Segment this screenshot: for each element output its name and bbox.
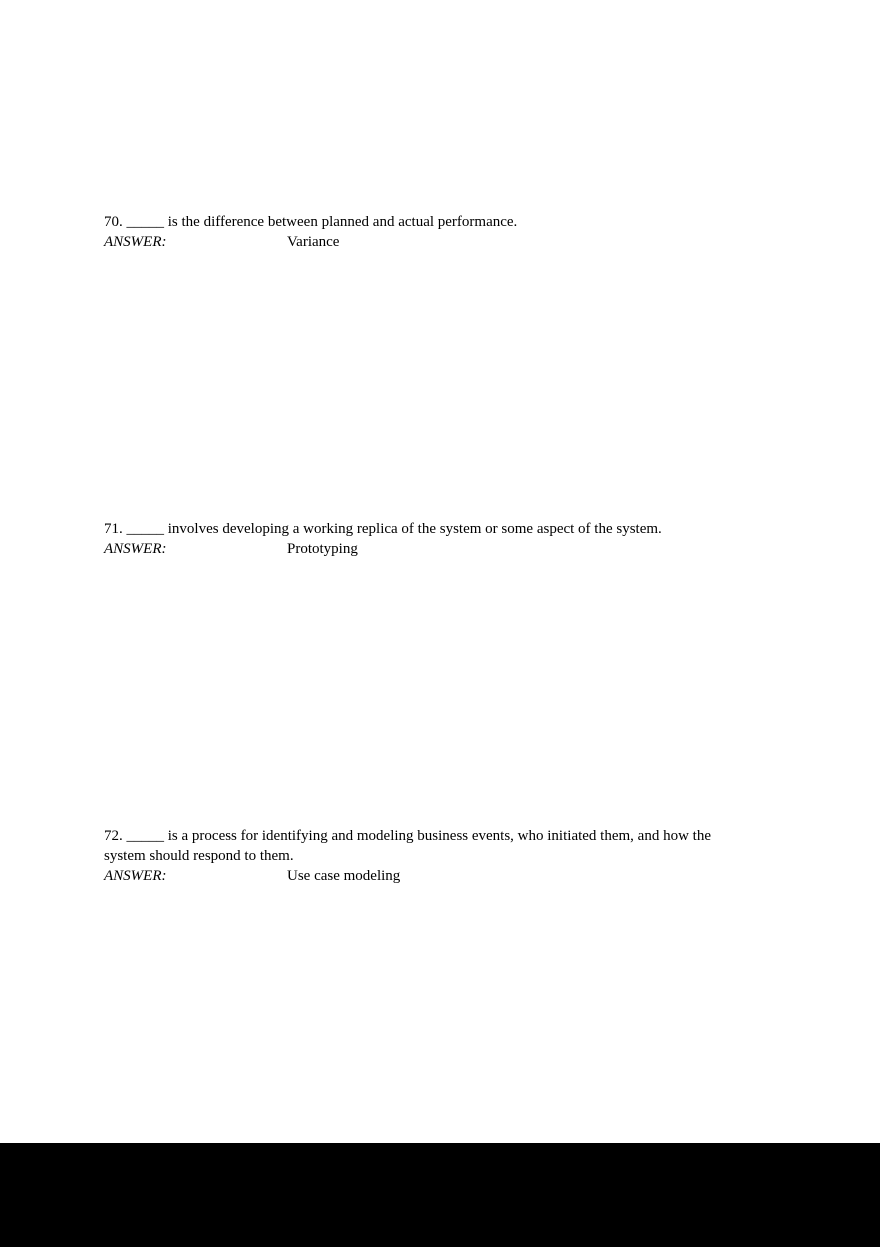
question-block-71	[104, 519, 752, 559]
question-text: 70. _____ is the difference between planned and actual performance.	[104, 214, 518, 230]
answer-line	[104, 539, 752, 559]
question-text: 71. _____ involves developing a working replica of the system or some aspect of the system.	[104, 521, 662, 537]
answer-text: Use case modeling	[287, 868, 401, 884]
answer-text: Prototyping	[287, 541, 358, 557]
answer-text: Variance	[287, 234, 340, 250]
footer-black-bar	[0, 1143, 880, 1247]
question-block-72	[104, 826, 752, 886]
answer-label: ANSWER:	[104, 541, 167, 557]
question-text: 72. _____ is a process for identifying and modeling business events, who initiated them, and how the system should respond to them.	[104, 828, 711, 864]
answer-line	[104, 232, 752, 252]
answer-label: ANSWER:	[104, 234, 167, 250]
answer-label: ANSWER:	[104, 868, 167, 884]
question-block-70	[104, 212, 752, 252]
answer-line	[104, 866, 752, 886]
